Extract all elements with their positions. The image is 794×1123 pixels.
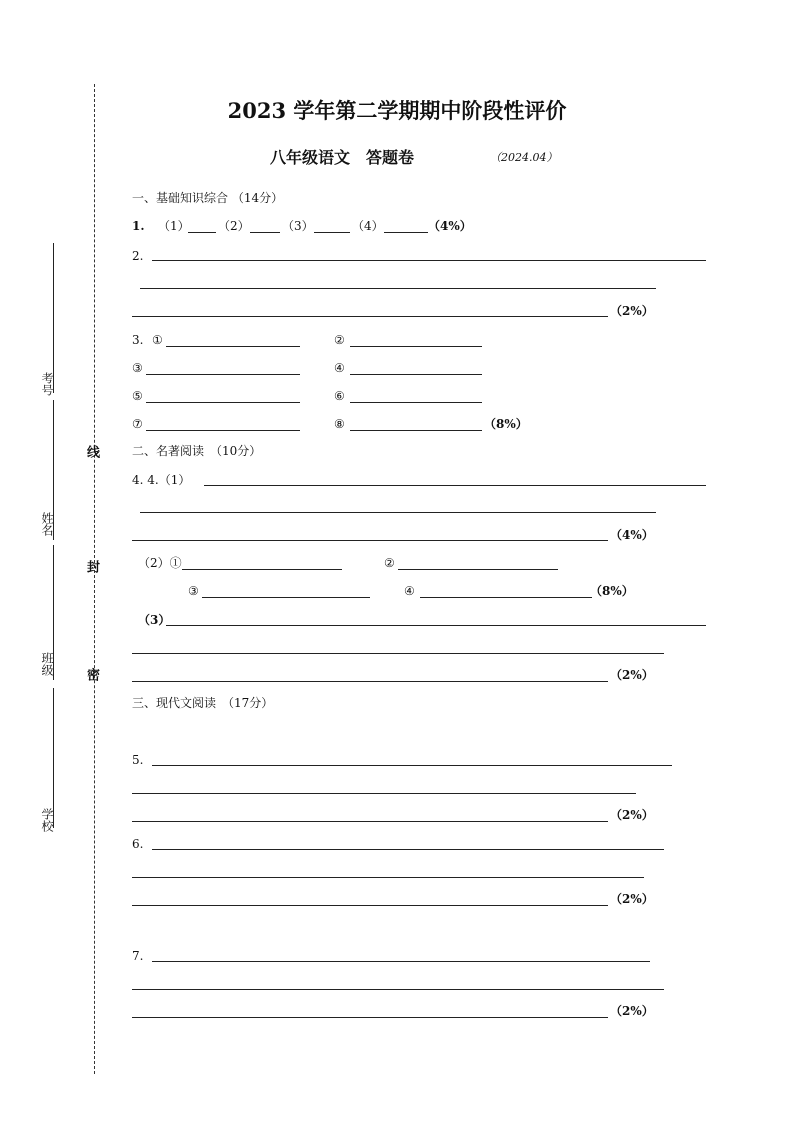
q1-answer4-line[interactable] <box>384 232 428 233</box>
school-line[interactable] <box>53 688 54 828</box>
q3-marker-3: ③ <box>132 361 143 375</box>
q1-answer1-line[interactable] <box>188 232 216 233</box>
q1-part4-label: （4） <box>352 219 384 233</box>
q7-answer-line-2[interactable] <box>132 989 664 990</box>
q3-number: 3. <box>132 333 144 347</box>
school-label: 学校 <box>40 808 54 832</box>
q3-marker-6: ⑥ <box>334 389 345 403</box>
q7-answer-line-3[interactable] <box>132 1017 608 1018</box>
page-subtitle: 八年级语文 答题卷 <box>270 148 415 167</box>
q4-part2-line-3[interactable] <box>202 597 370 598</box>
q2-number: 2. <box>132 249 144 263</box>
page-title: 2023 学年第二学期期中阶段性评价 <box>227 98 567 123</box>
seal-char-line: 线 <box>84 445 99 458</box>
q4-part3-line-2[interactable] <box>132 653 664 654</box>
q4-score-2: （8%） <box>590 584 634 598</box>
q3-answer-line-7[interactable] <box>146 430 300 431</box>
q5-number: 5. <box>132 753 144 767</box>
exam-number-label: 考号 <box>40 372 54 396</box>
q2-answer-line-2[interactable] <box>140 288 656 289</box>
q2-score: （2%） <box>610 304 654 318</box>
q3-answer-line-8[interactable] <box>350 430 482 431</box>
q4-part2-marker-3: ③ <box>188 584 199 598</box>
q5-answer-line-1[interactable] <box>152 765 672 766</box>
binding-dashed-line <box>94 84 95 1074</box>
q1-answer3-line[interactable] <box>314 232 350 233</box>
exam-number-line[interactable] <box>53 243 54 393</box>
q4-part2-line-4[interactable] <box>420 597 592 598</box>
exam-date: （2024.04） <box>490 151 558 164</box>
q4-score-1: （4%） <box>610 528 654 542</box>
q4-part3-label: （3） <box>138 613 171 627</box>
q2-answer-line-1[interactable] <box>152 260 706 261</box>
q3-answer-line-3[interactable] <box>146 374 300 375</box>
q3-answer-line-4[interactable] <box>350 374 482 375</box>
student-name-label: 姓名 <box>40 512 54 536</box>
q4-part1-line-2[interactable] <box>140 512 656 513</box>
seal-char-secret: 密 <box>84 668 99 681</box>
q3-marker-1: ① <box>152 333 163 347</box>
q3-marker-7: ⑦ <box>132 417 143 431</box>
q4-score-3: （2%） <box>610 668 654 682</box>
q6-answer-line-3[interactable] <box>132 905 608 906</box>
q3-answer-line-6[interactable] <box>350 402 482 403</box>
q4-part2-line-2[interactable] <box>398 569 558 570</box>
q4-number: 4. 4.（1） <box>132 473 191 487</box>
q3-marker-4: ④ <box>334 361 345 375</box>
class-label: 班级 <box>40 652 54 676</box>
q3-answer-line-5[interactable] <box>146 402 300 403</box>
q1-part2-label: （2） <box>218 219 250 233</box>
seal-char-seal: 封 <box>84 560 99 573</box>
q1-number: 1. <box>132 219 145 233</box>
section-2-heading: 二、名著阅读 （10分） <box>132 444 262 458</box>
q5-answer-line-2[interactable] <box>132 793 636 794</box>
q1-answer2-line[interactable] <box>250 232 280 233</box>
q6-answer-line-1[interactable] <box>152 849 664 850</box>
q6-number: 6. <box>132 837 144 851</box>
q3-marker-2: ② <box>334 333 345 347</box>
q4-part2-line-1[interactable] <box>182 569 342 570</box>
q4-part2-marker-2: ② <box>384 556 395 570</box>
q3-answer-line-1[interactable] <box>166 346 300 347</box>
q3-marker-8: ⑧ <box>334 417 345 431</box>
q4-part2-label: （2）① <box>138 556 182 570</box>
q4-part3-line-1[interactable] <box>166 625 706 626</box>
q3-answer-line-2[interactable] <box>350 346 482 347</box>
q4-part1-line-3[interactable] <box>132 540 608 541</box>
section-3-heading: 三、现代文阅读 （17分） <box>132 696 274 710</box>
q1-part3-label: （3） <box>282 219 314 233</box>
section-1-heading: 一、基础知识综合 （14分） <box>132 191 284 205</box>
q1-score: （4%） <box>428 219 472 233</box>
q2-answer-line-3[interactable] <box>132 316 608 317</box>
q3-score: （8%） <box>484 417 528 431</box>
q4-part1-line-1[interactable] <box>204 485 706 486</box>
q7-answer-line-1[interactable] <box>152 961 650 962</box>
q7-number: 7. <box>132 949 144 963</box>
q7-score: （2%） <box>610 1004 654 1018</box>
q5-answer-line-3[interactable] <box>132 821 608 822</box>
q4-part3-line-3[interactable] <box>132 681 608 682</box>
q6-answer-line-2[interactable] <box>132 877 644 878</box>
q4-part2-marker-4: ④ <box>404 584 415 598</box>
q3-marker-5: ⑤ <box>132 389 143 403</box>
q6-score: （2%） <box>610 892 654 906</box>
q1-part1-label: （1） <box>158 219 190 233</box>
q5-score: （2%） <box>610 808 654 822</box>
